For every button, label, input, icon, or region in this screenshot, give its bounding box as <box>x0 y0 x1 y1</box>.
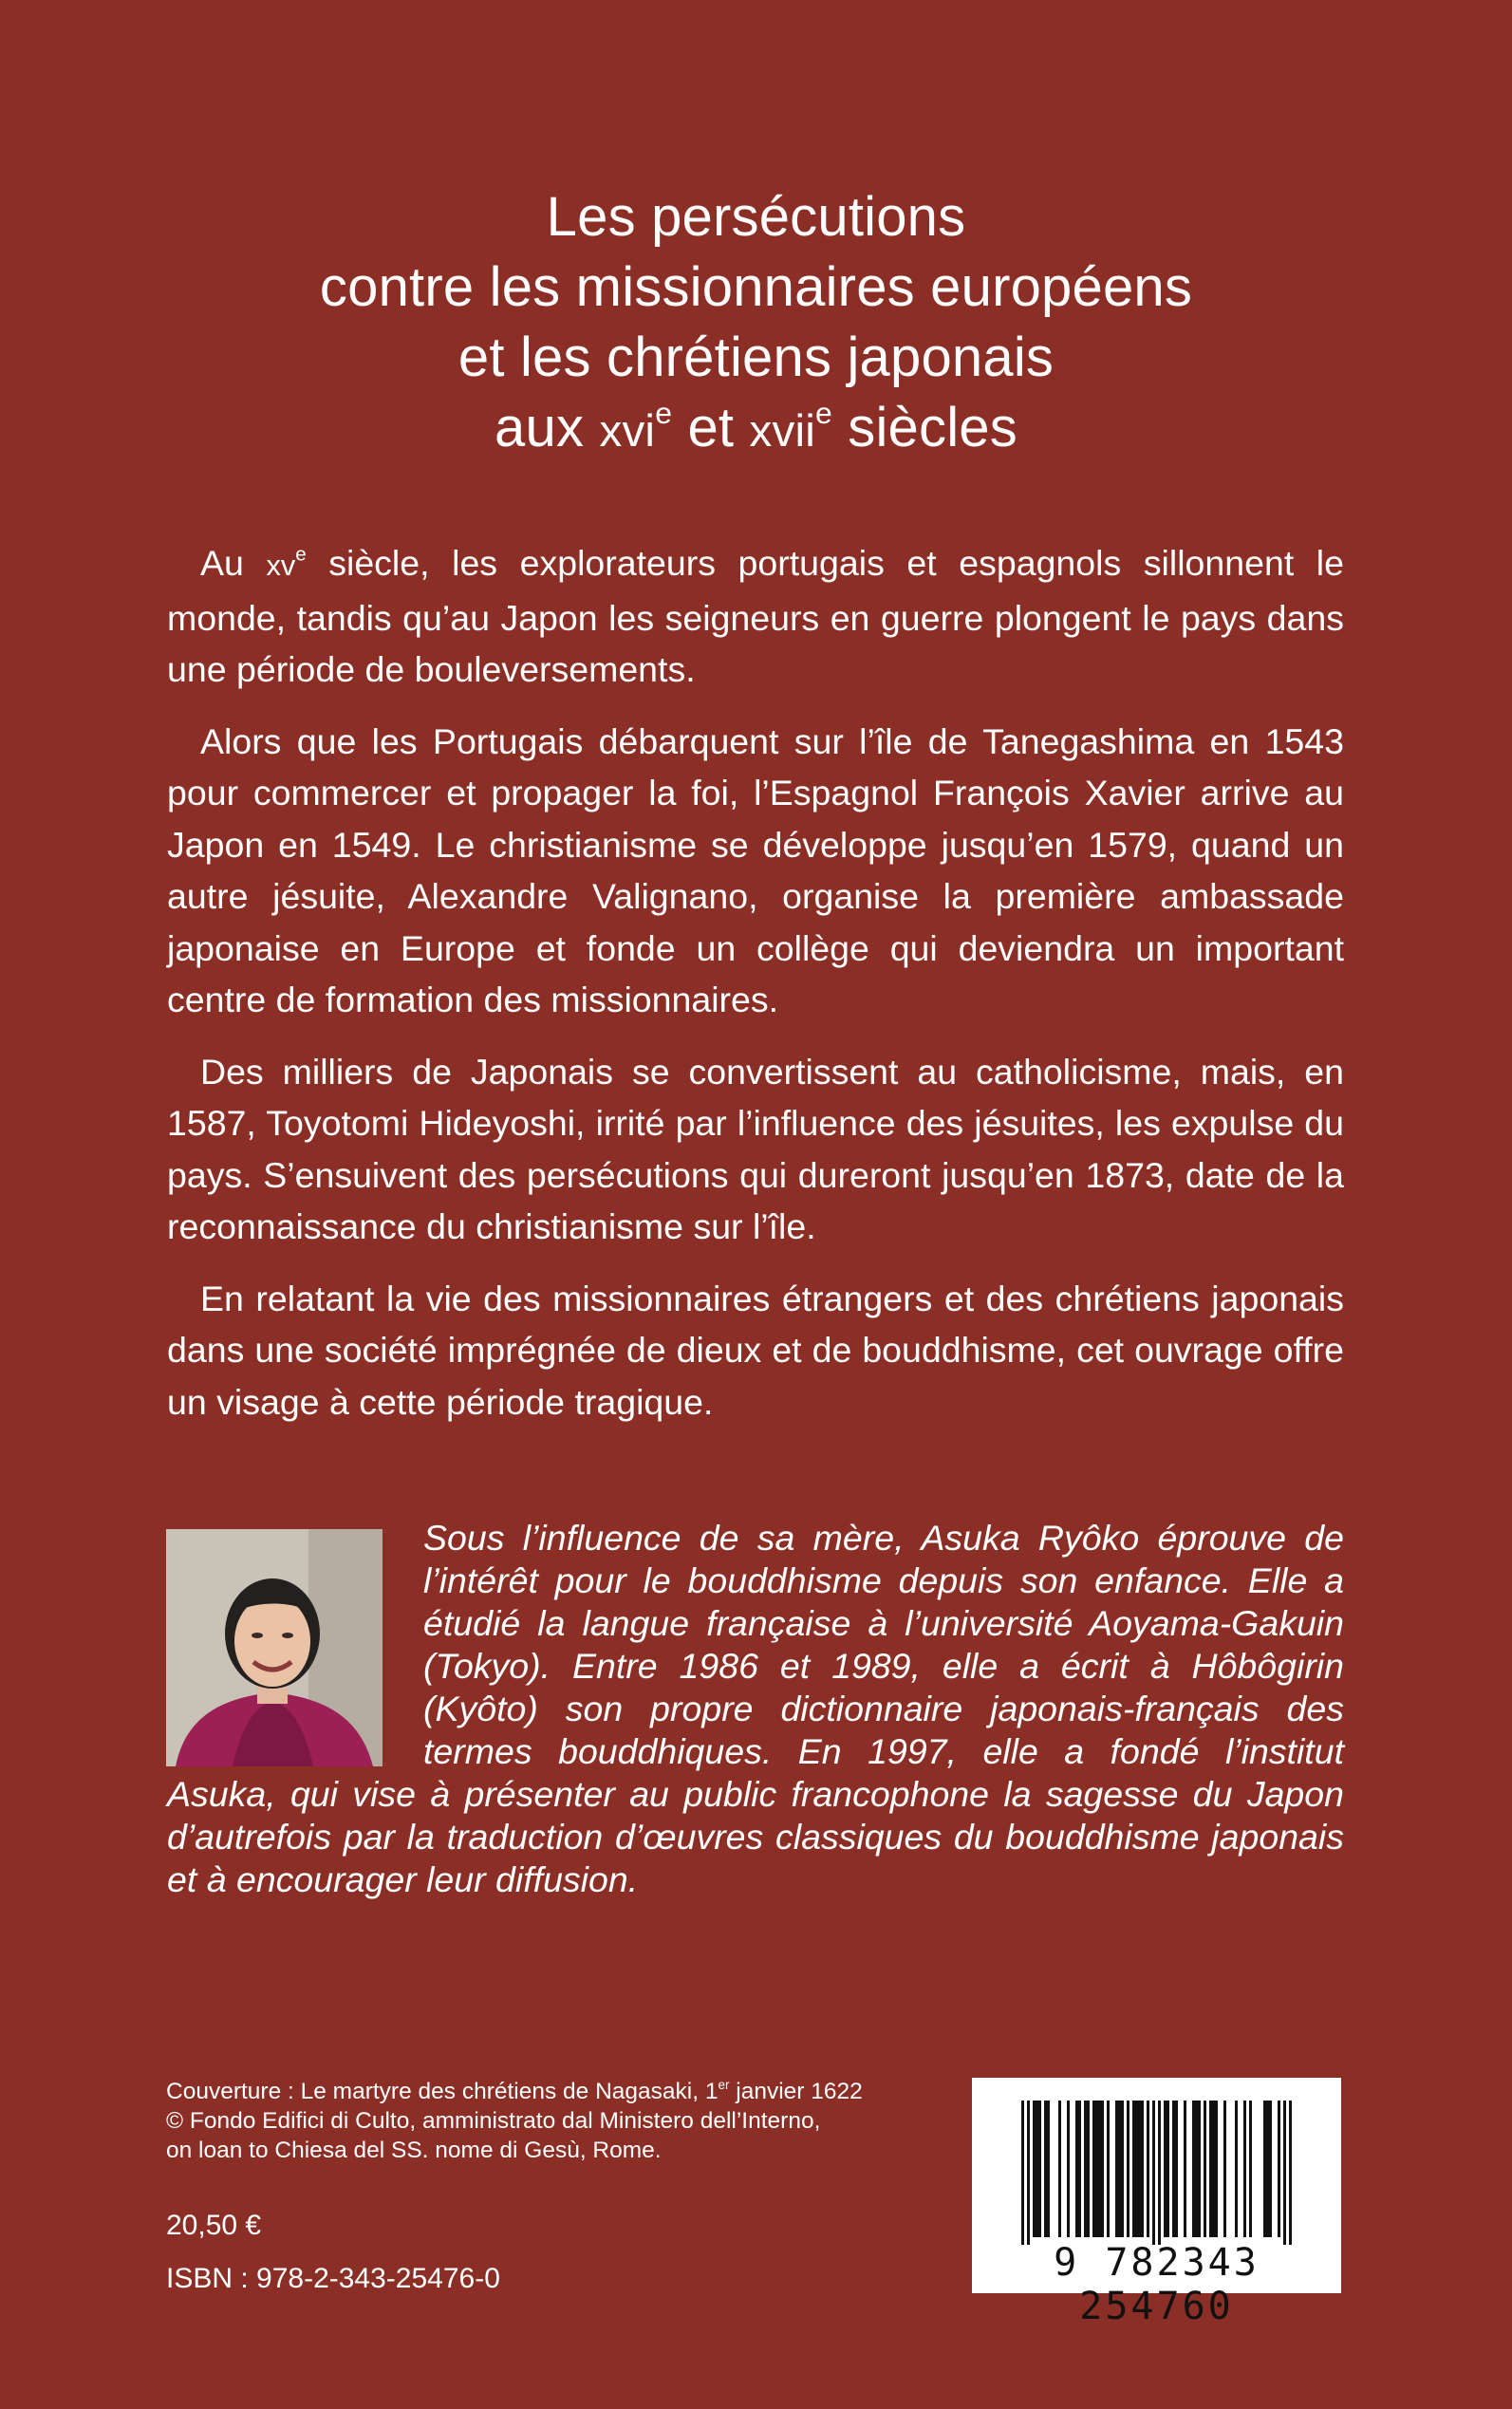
barcode-bar <box>1067 2101 1070 2237</box>
barcode-bar <box>1223 2101 1226 2237</box>
barcode-bar <box>1058 2101 1061 2237</box>
barcode-bar <box>1078 2101 1081 2237</box>
isbn: ISBN : 978-2-343-25476-0 <box>166 2263 500 2294</box>
credits-line-1 <box>166 2077 982 2106</box>
barcode-bar <box>1033 2101 1036 2237</box>
barcode-bar <box>1152 2101 1155 2245</box>
barcode-bar <box>1235 2101 1238 2237</box>
barcode-bar <box>1087 2101 1090 2237</box>
barcode-bar <box>1266 2101 1269 2237</box>
barcode-bar <box>1036 2101 1038 2237</box>
title-line-3: et les chrétiens japonais <box>457 327 1055 388</box>
book-title <box>171 182 1341 467</box>
title-line-4 <box>171 393 1341 467</box>
summary-paragraph-1 <box>167 537 1344 696</box>
barcode-bar <box>1198 2101 1201 2237</box>
author-bio-text: Sous l’influence de sa mère, Asuka Ryôko éprouve de l’intérêt pour le bouddhisme depuis son enfance. Elle a étudié la langue française à l’université Aoyama-Gakuin (Tokyo). Entre 1986 et 1989, elle a écrit à Hôbôgirin (Kyôto) son propre dictionnaire japonais-français des termes bouddhiques. En 1997, elle a fondé l’institut Asuka, qui vise à présenter au public francophone la sagesse du Japon d’autrefois par la traduction d’œuvres classiques du bouddhisme japonais et à encourager leur diffusion. <box>167 1518 1344 1899</box>
barcode-bar <box>1263 2101 1266 2237</box>
barcode-bar <box>1184 2101 1186 2237</box>
title-line-1: Les persécutions <box>546 186 966 248</box>
price: 20,50 € <box>166 2210 262 2241</box>
barcode-bar <box>1243 2101 1246 2237</box>
barcode-bar <box>1289 2101 1292 2245</box>
barcode-bar <box>1249 2101 1252 2237</box>
summary-paragraph-3: Des milliers de Japonais se convertissent au catholicisme, mais, en 1587, Toyotomi Hideyoshi, irrité par l’influence des jésuites, les expulse du pays. S’ensuivent des persécutions qui dureront jusqu’en 1873, date de la reconnaissance du christianisme sur l’île. <box>167 1051 1344 1246</box>
title-line-2: contre les missionnaires européens <box>319 256 1193 318</box>
barcode-bar <box>1038 2101 1041 2237</box>
credits-line-1-exp: er <box>718 2077 730 2092</box>
barcode-bar <box>1283 2101 1286 2245</box>
barcode-bar <box>1027 2101 1030 2245</box>
barcode-bar <box>1121 2101 1124 2237</box>
barcode-bar <box>1167 2101 1169 2237</box>
barcode-bar <box>1192 2101 1195 2237</box>
summary-paragraph-4: En relatant la vie des missionnaires étrangers et des chrétiens japonais dans une société imprégnée de dieux et de bouddhisme, cet ouvrage offre un visage à cette période tragique. <box>167 1278 1344 1422</box>
barcode-bar <box>1084 2101 1087 2237</box>
title-line-4-middle: et <box>672 397 750 458</box>
barcode-bar <box>1132 2101 1135 2237</box>
barcode-bar <box>1215 2101 1218 2237</box>
barcode-bar <box>1021 2101 1024 2245</box>
barcode-bar <box>1044 2101 1047 2237</box>
barcode-bar <box>1195 2101 1198 2237</box>
barcode-digits: 9 782343 254760 <box>1054 2241 1260 2328</box>
barcode-bar <box>1141 2101 1144 2237</box>
summary-text <box>167 537 1344 1447</box>
barcode-bar <box>1135 2101 1138 2237</box>
barcode-bar <box>1158 2101 1161 2245</box>
title-line-4-prefix: aux <box>495 397 600 458</box>
barcode-bar <box>1278 2101 1280 2237</box>
barcode-bar <box>1212 2101 1215 2237</box>
p1-rest: siècle, les explorateurs portugais et espagnols sillonnent le monde, tandis qu’au Japon les seigneurs en guerre plongent le pays dans une période de bouleversements. <box>167 543 1344 689</box>
title-century-2: xvii <box>749 406 816 457</box>
credits-line-1-suffix: janvier 1622 <box>729 2079 863 2104</box>
barcode-bar <box>1172 2101 1175 2237</box>
credits-line-1-prefix: Couverture : Le martyre des chrétiens de Nagasaki, 1 <box>166 2079 719 2104</box>
p1-prefix: Au <box>200 543 267 583</box>
barcode-bar <box>1098 2101 1101 2237</box>
barcode-bar <box>1047 2101 1050 2237</box>
bio-photo-spacer <box>167 1517 423 1764</box>
barcode-bar <box>1075 2101 1078 2237</box>
barcode-bar <box>1147 2101 1149 2237</box>
barcode-bar <box>1101 2101 1104 2237</box>
barcode-bar <box>1138 2101 1141 2237</box>
barcode-bar <box>1127 2101 1129 2237</box>
isbn-barcode <box>972 2078 1341 2328</box>
barcode-bar <box>1204 2101 1206 2237</box>
barcode-bar <box>1164 2101 1167 2237</box>
title-century-2-exp: e <box>815 396 832 431</box>
credits-line-2: © Fondo Edifici di Culto, amministrato dal Ministero dell’Interno, <box>166 2108 821 2134</box>
author-bio <box>167 1517 1344 1901</box>
summary-paragraph-2: Alors que les Portugais débarquent sur l’île de Tanegashima en 1543 pour commercer et propager la foi, l’Espagnol François Xavier arrive au Japon en 1549. Le christianisme se développe jusqu’en 1579, quand un autre jésuite, Alexandre Valignano, organise la première ambassade japonaise en Europe et fonde un collège qui deviendra un important centre de formation des missionnaires. <box>167 720 1344 1019</box>
barcode-bar <box>1175 2101 1178 2237</box>
barcode-bar <box>1118 2101 1121 2237</box>
barcode-bar <box>1092 2101 1095 2237</box>
cover-credits <box>166 2077 982 2165</box>
barcode-bar <box>1115 2101 1118 2237</box>
credits-line-3: on loan to Chiesa del SS. nome di Gesù, Rome. <box>166 2138 662 2163</box>
barcode-bar <box>1095 2101 1098 2237</box>
barcode-bar <box>1107 2101 1110 2237</box>
barcode-bar <box>1209 2101 1212 2237</box>
title-century-1: xvi <box>599 406 656 457</box>
title-century-1-exp: e <box>655 396 673 431</box>
p1-century: xv <box>266 549 296 582</box>
p1-century-exp: e <box>295 543 307 566</box>
title-line-4-suffix: siècles <box>831 397 1017 458</box>
barcode-bar <box>1269 2101 1272 2237</box>
